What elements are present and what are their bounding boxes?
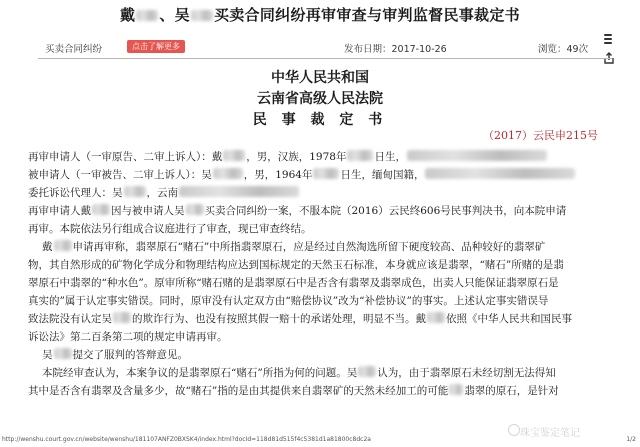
footer-url: http://wenshu.court.gov.cn/website/wenshu/181107ANFZ0BXSK4/index.html?docId=118d81d515f4c5381d1a81800c8dc2a: [2, 436, 371, 443]
title-text: 买卖合同纠纷再审审查与审判监督民事裁定书: [213, 6, 520, 24]
paragraph-line: 本院经审查认为，本案争议的是翡翠原石“赌石”所指为何的问题。吴 认为，由于翡翠原石未经切割无法得知: [42, 367, 556, 379]
paragraph-line: 再审申请人戴 因与被申请人吴 买卖合同纠纷一案，不服本院（2016）云民终606号民事判决书，向本院申请: [28, 205, 567, 217]
page-number: 1/2: [626, 436, 636, 443]
category-link[interactable]: 买卖合同纠纷: [45, 44, 103, 55]
paragraph-line: 戴 申请再审称，翡翠原石“赌石”中所指翡翠原石，应是经过自然淘选所留下硬度较高、品种较好的翡翠矿: [42, 241, 546, 253]
paragraph-line: 吴 提交了服判的答辩意见。: [42, 349, 188, 361]
title-name-2: 、吴: [159, 6, 190, 24]
court-country: 中华人民共和国: [271, 70, 369, 86]
court-name: 云南省高级人民法院: [257, 91, 383, 107]
paragraph-line: 再审。本院依法另行组成合议庭进行了审查，现已审查终结。: [28, 223, 312, 235]
paragraph-line: 其中是否含有翡翠及含量多少，故“赌石”指的是由其提供来自翡翠矿的天然未经加工的可能 翡翠的原石，是针对: [28, 385, 559, 397]
view-count: 浏览：49次: [538, 44, 589, 55]
watermark-text: 珠宝鉴定笔记: [520, 428, 580, 439]
category-tag-button[interactable]: 点击了解更多: [127, 40, 185, 53]
paragraph-line: 真实的”属于认定事实错误。同时，原审没有认定双方由“赔偿协议”改为“补偿协议”的事实。上述认定事实错误导: [28, 295, 549, 307]
document-title: [0, 4, 640, 26]
title-name-1: 戴: [120, 6, 136, 24]
paragraph-line: 物，其自然形成的矿物化学成分和物理结构应达到国标规定的天然玉石标准，本身就应该是翡翠，“赌石”所赌的是翡: [28, 259, 564, 271]
redacted-name: [191, 10, 213, 21]
meta-bar: [0, 39, 640, 57]
case-number: （2017）云民申215号: [483, 129, 598, 142]
publish-date: 发布日期：2017-10-26: [344, 44, 447, 55]
menu-icon[interactable]: [601, 31, 615, 45]
divider: [38, 58, 612, 59]
paragraph-line: 致法院没有认定吴 的欺诈行为、也没有按照其假一赔十的承诺处理，明显不当。戴 依照《中华人民共和国民事: [28, 313, 572, 325]
paragraph-line: 被申请人（一审被告、二审上诉人）：吴 ，男，1964年 日生，缅甸国籍，: [28, 168, 576, 182]
paragraph-line: 翠原石中翡翠的“种水色”。原审所称“赌石赌的是翡翠原石中是否含有翡翠及翡翠成色，出卖人只能保证翡翠原石是: [28, 277, 559, 289]
document-type: 民 事 裁 定 书: [252, 112, 388, 128]
share-icon[interactable]: [602, 50, 616, 64]
paragraph-line: 委托诉讼代理人：吴 ，云南: [28, 186, 300, 200]
print-footer: [0, 434, 640, 447]
paragraph-line: 诉讼法》第二百条第二项的规定申请再审。: [28, 331, 228, 343]
paragraph-line: 再审申请人（一审原告、二审上诉人）：戴 ，男，汉族，1978年 日生，: [28, 150, 548, 164]
redacted-name: [136, 10, 158, 21]
